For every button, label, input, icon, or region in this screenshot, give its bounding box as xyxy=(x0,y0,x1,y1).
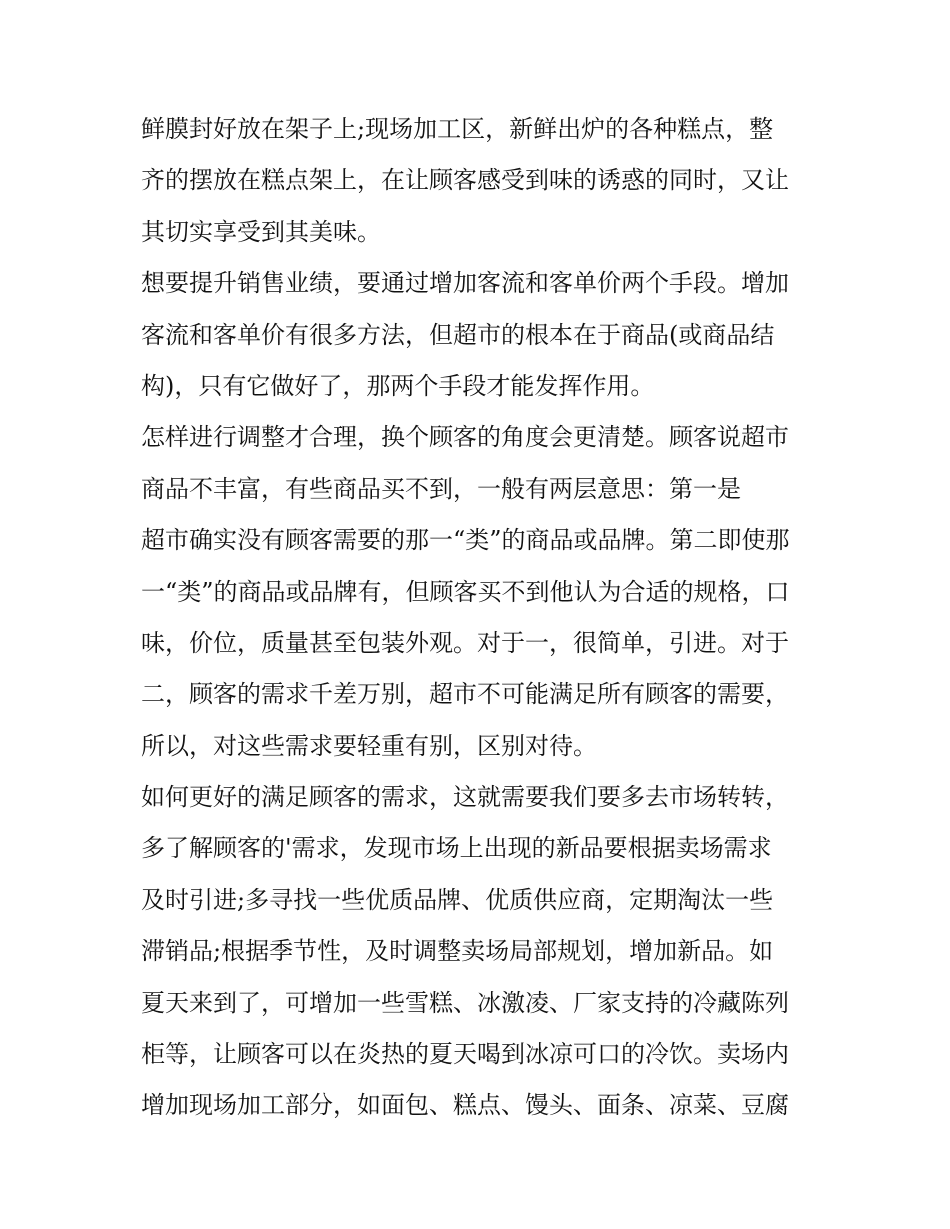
text-line: 所以，对这些需求要轻重有别，区别对待。 xyxy=(141,731,597,760)
text-line: 构)，只有它做好了，那两个手段才能发挥作用。 xyxy=(141,371,655,400)
text-line: 二，顾客的需求千差万别，超市不可能满足所有顾客的需要， xyxy=(141,680,789,709)
text-line: 夏天来到了，可增加一些雪糕、冰激凌、厂家支持的冷藏陈列 xyxy=(141,988,789,1017)
text-line: 及时引进;多寻找一些优质品牌、优质供应商，定期淘汰一些 xyxy=(141,885,774,914)
text-line: 客流和客单价有很多方法，但超市的根本在于商品(或商品结 xyxy=(141,320,775,349)
text-line: 一“类”的商品或品牌有，但顾客买不到他认为合适的规格，口 xyxy=(141,577,790,606)
text-line: 多了解顾客的'需求，发现市场上出现的新品要根据卖场需求 xyxy=(141,834,772,863)
text-line: 怎样进行调整才合理，换个顾客的角度会更清楚。顾客说超市 xyxy=(141,423,789,452)
text-line: 其切实享受到其美味。 xyxy=(141,217,381,246)
text-line: 如何更好的满足顾客的需求，这就需要我们要多去市场转转， xyxy=(141,783,789,812)
body-text xyxy=(141,110,821,1138)
text-line: 味，价位，质量甚至包装外观。对于一，很简单，引进。对于 xyxy=(141,628,789,657)
text-line: 鲜膜封好放在架子上;现场加工区，新鲜出炉的各种糕点，整 xyxy=(141,115,774,143)
text-line: 滞销品;根据季节性，及时调整卖场局部规划，增加新品。如 xyxy=(141,937,774,966)
text-line: 商品不丰富，有些商品买不到，一般有两层意思：第一是 xyxy=(141,474,741,503)
text-line: 想要提升销售业绩，要通过增加客流和客单价两个手段。增加 xyxy=(141,269,789,298)
text-line: 增加现场加工部分，如面包、糕点、馒头、面条、凉菜、豆腐 xyxy=(141,1091,789,1120)
text-line: 超市确实没有顾客需要的那一“类”的商品或品牌。第二即使那 xyxy=(141,526,790,555)
text-line: 柜等，让顾客可以在炎热的夏天喝到冰凉可口的冷饮。卖场内 xyxy=(141,1040,789,1069)
text-line: 齐的摆放在糕点架上，在让顾客感受到味的诱惑的同时，又让 xyxy=(141,166,789,195)
